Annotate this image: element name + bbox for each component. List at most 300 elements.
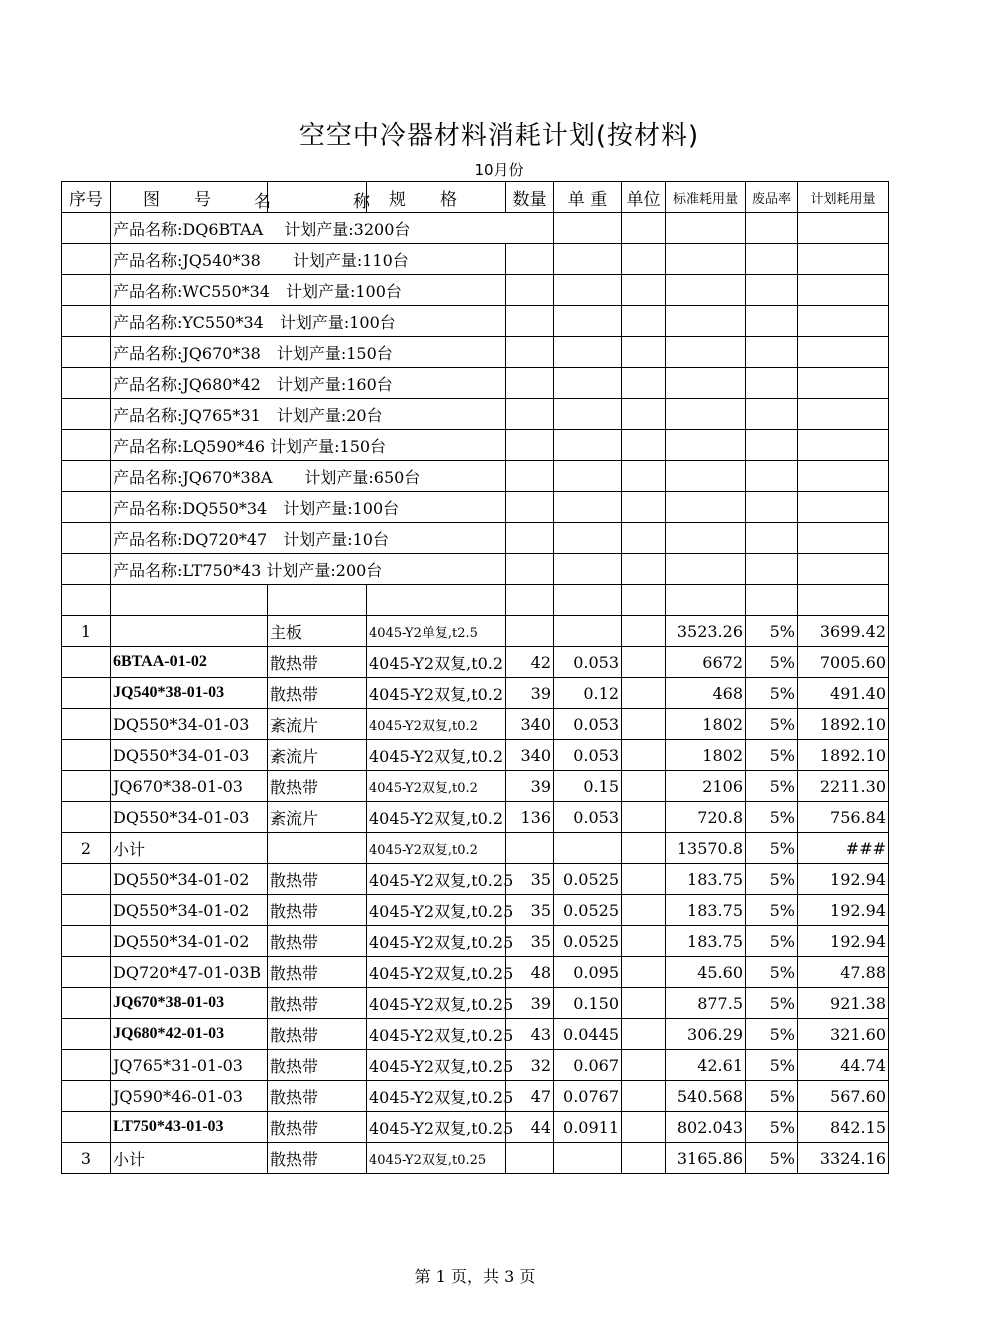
row-drawing: JQ670*38-01-03 [111,771,268,802]
empty-cell [506,275,554,306]
row-plan-usage: 1892.10 [798,709,889,740]
row-seq [62,1112,111,1143]
row-seq [62,740,111,771]
empty-cell [798,585,889,616]
row-std-usage: 802.043 [666,1112,746,1143]
empty-cell [506,244,554,275]
empty-cell [666,368,746,399]
row-qty: 39 [506,771,554,802]
table-row [62,1143,889,1174]
row-spec: 4045-Y2双复,t0.25 [367,926,506,957]
row-std-usage: 183.75 [666,926,746,957]
row-qty: 48 [506,957,554,988]
row-drawing: DQ550*34-01-03 [111,802,268,833]
row-unit-weight: 0.0525 [554,926,622,957]
row-scrap-rate: 5% [746,616,798,647]
row-unit [622,616,666,647]
row-drawing: JQ765*31-01-03 [111,1050,268,1081]
row-spec: 4045-Y2双复,t0.25 [367,1112,506,1143]
row-scrap-rate: 5% [746,1143,798,1174]
row-seq [62,1050,111,1081]
header-drawing [111,182,271,213]
row-unit [622,1081,666,1112]
empty-cell [622,523,666,554]
seq-cell [62,461,111,492]
row-scrap-rate: 5% [746,709,798,740]
row-plan-usage: 842.15 [798,1112,889,1143]
row-unit-weight: 0.053 [554,647,622,678]
row-unit-weight: 0.095 [554,957,622,988]
row-seq [62,647,111,678]
row-qty: 47 [506,1081,554,1112]
row-std-usage: 3523.26 [666,616,746,647]
row-std-usage: 3165.86 [666,1143,746,1174]
row-spec: 4045-Y2双复,t0.25 [367,1050,506,1081]
empty-cell [554,306,622,337]
empty-cell [798,213,889,244]
row-seq [62,678,111,709]
seq-cell [62,430,111,461]
row-scrap-rate: 5% [746,771,798,802]
row-spec: 4045-Y2单复,t2.5 [367,616,506,647]
row-scrap-rate: 5% [746,1112,798,1143]
row-plan-usage: 44.74 [798,1050,889,1081]
row-plan-usage: 321.60 [798,1019,889,1050]
row-unit [622,926,666,957]
empty-cell [746,461,798,492]
row-seq: 3 [62,1143,111,1174]
empty-cell [798,244,889,275]
header-unit: 单位 [622,182,666,213]
row-qty [506,1143,554,1174]
row-drawing: DQ550*34-01-02 [111,895,268,926]
table-row [62,678,889,709]
row-qty: 39 [506,678,554,709]
row-seq: 1 [62,616,111,647]
row-unit [622,1019,666,1050]
seq-cell [62,399,111,430]
row-qty: 44 [506,1112,554,1143]
empty-cell [666,399,746,430]
empty-cell [506,554,554,585]
empty-cell [746,213,798,244]
row-name [268,833,367,864]
product-info: 产品名称:JQ670*38 计划产量:150台 [111,337,506,368]
empty-cell [666,492,746,523]
row-unit [622,678,666,709]
row-name: 散热带 [268,1050,367,1081]
empty-cell [622,461,666,492]
empty-cell [506,306,554,337]
product-info: 产品名称:JQ680*42 计划产量:160台 [111,368,506,399]
row-std-usage: 42.61 [666,1050,746,1081]
empty-cell [798,492,889,523]
empty-cell [506,368,554,399]
row-scrap-rate: 5% [746,647,798,678]
row-name: 散热带 [268,895,367,926]
row-spec: 4045-Y2双复,t0.25 [367,1081,506,1112]
empty-cell [554,461,622,492]
row-scrap-rate: 5% [746,926,798,957]
table-row [62,616,889,647]
product-row [62,213,889,244]
row-name: 紊流片 [268,802,367,833]
row-std-usage: 183.75 [666,895,746,926]
seq-cell [62,554,111,585]
empty-cell [798,461,889,492]
row-seq [62,957,111,988]
table-row [62,864,889,895]
empty-cell [506,337,554,368]
empty-cell [506,399,554,430]
row-name: 散热带 [268,926,367,957]
product-info: 产品名称:LT750*43 计划产量:200台 [111,554,506,585]
row-drawing: DQ550*34-01-02 [111,864,268,895]
row-scrap-rate: 5% [746,864,798,895]
product-info: 产品名称:JQ540*38 计划产量:110台 [111,244,506,275]
seq-cell [62,306,111,337]
empty-cell [506,461,554,492]
row-unit-weight [554,1143,622,1174]
empty-cell [554,554,622,585]
row-spec: 4045-Y2双复,t0.2 [367,647,506,678]
row-std-usage: 1802 [666,709,746,740]
row-drawing: JQ670*38-01-03 [111,988,268,1019]
row-plan-usage: 756.84 [798,802,889,833]
product-row [62,244,889,275]
header-std-usage: 标准耗用量 [666,182,746,213]
row-name: 散热带 [268,678,367,709]
row-name: 主板 [268,616,367,647]
row-std-usage: 45.60 [666,957,746,988]
row-drawing [111,616,268,647]
seq-cell [62,523,111,554]
table-row [62,709,889,740]
row-name: 散热带 [268,1019,367,1050]
seq-cell [62,368,111,399]
row-unit-weight: 0.053 [554,740,622,771]
empty-cell [554,244,622,275]
table-row [62,988,889,1019]
table-row [62,1019,889,1050]
row-plan-usage: 1892.10 [798,740,889,771]
row-unit [622,740,666,771]
row-drawing: JQ590*46-01-03 [111,1081,268,1112]
product-row [62,368,889,399]
header-seq: 序号 [62,182,111,213]
table-row [62,802,889,833]
document-title: 空空中冷器材料消耗计划(按材料) [298,121,700,151]
table-row [62,895,889,926]
empty-cell [666,306,746,337]
row-unit-weight: 0.0767 [554,1081,622,1112]
table-row [62,647,889,678]
row-scrap-rate: 5% [746,802,798,833]
row-std-usage: 13570.8 [666,833,746,864]
header-plan-usage: 计划耗用量 [798,182,889,213]
header-drawing-label: 图 号 [143,189,211,210]
product-info: 产品名称:WC550*34 计划产量:100台 [111,275,506,306]
row-plan-usage: 491.40 [798,678,889,709]
row-qty: 136 [506,802,554,833]
empty-cell [554,523,622,554]
row-unit [622,864,666,895]
row-std-usage: 720.8 [666,802,746,833]
page-footer: 第 1 页，共 3 页 [414,1267,536,1286]
row-drawing: LT750*43-01-03 [111,1112,268,1143]
header-name-a: 名 [254,192,271,212]
empty-cell [798,523,889,554]
empty-cell [554,585,622,616]
row-qty: 35 [506,926,554,957]
row-qty: 340 [506,740,554,771]
row-qty: 35 [506,895,554,926]
empty-cell [367,585,506,616]
empty-cell [622,275,666,306]
table-row [62,957,889,988]
row-name: 散热带 [268,771,367,802]
row-scrap-rate: 5% [746,1081,798,1112]
header-spec: 规 格 [367,182,506,213]
empty-cell [506,523,554,554]
row-unit-weight: 0.0525 [554,895,622,926]
table-row [62,771,889,802]
row-unit [622,1143,666,1174]
header-name-b: 称 [353,192,370,212]
product-row [62,337,889,368]
empty-cell [746,368,798,399]
row-seq [62,771,111,802]
row-seq: 2 [62,833,111,864]
product-row [62,523,889,554]
empty-cell [506,585,554,616]
product-row [62,275,889,306]
row-seq [62,802,111,833]
row-unit [622,1112,666,1143]
row-qty: 32 [506,1050,554,1081]
row-unit-weight: 0.0911 [554,1112,622,1143]
empty-cell [746,399,798,430]
product-row [62,461,889,492]
product-info: 产品名称:JQ765*31 计划产量:20台 [111,399,506,430]
row-unit [622,988,666,1019]
table-row [62,1081,889,1112]
row-scrap-rate: 5% [746,957,798,988]
row-spec: 4045-Y2双复,t0.2 [367,833,506,864]
product-row [62,430,889,461]
empty-cell [666,275,746,306]
empty-cell [666,523,746,554]
row-unit [622,709,666,740]
row-unit [622,1050,666,1081]
row-unit-weight: 0.150 [554,988,622,1019]
row-seq [62,864,111,895]
empty-cell [622,368,666,399]
seq-cell [62,337,111,368]
row-std-usage: 1802 [666,740,746,771]
row-unit-weight: 0.053 [554,709,622,740]
empty-cell [666,244,746,275]
row-std-usage: 306.29 [666,1019,746,1050]
row-seq [62,1081,111,1112]
row-scrap-rate: 5% [746,740,798,771]
row-qty: 43 [506,1019,554,1050]
empty-cell [622,585,666,616]
row-std-usage: 6672 [666,647,746,678]
row-unit-weight: 0.0525 [554,864,622,895]
row-plan-usage: 192.94 [798,895,889,926]
row-name: 散热带 [268,647,367,678]
row-scrap-rate: 5% [746,678,798,709]
row-plan-usage: 2211.30 [798,771,889,802]
product-info: 产品名称:DQ720*47 计划产量:10台 [111,523,506,554]
row-unit-weight: 0.15 [554,771,622,802]
empty-cell [798,368,889,399]
empty-cell [798,337,889,368]
row-spec: 4045-Y2双复,t0.2 [367,709,506,740]
product-info: 产品名称:YC550*34 计划产量:100台 [111,306,506,337]
row-scrap-rate: 5% [746,1019,798,1050]
row-scrap-rate: 5% [746,988,798,1019]
row-std-usage: 877.5 [666,988,746,1019]
row-std-usage: 183.75 [666,864,746,895]
empty-cell [798,554,889,585]
empty-cell [666,585,746,616]
row-scrap-rate: 5% [746,1050,798,1081]
row-spec: 4045-Y2双复,t0.25 [367,864,506,895]
row-qty [506,833,554,864]
table-row [62,1050,889,1081]
row-unit-weight: 0.053 [554,802,622,833]
row-unit [622,895,666,926]
document-subtitle: 10月份 [474,161,524,179]
row-qty: 42 [506,647,554,678]
empty-cell [62,585,111,616]
empty-cell [746,523,798,554]
row-unit [622,957,666,988]
row-name: 散热带 [268,1143,367,1174]
row-drawing: 6BTAA-01-02 [111,647,268,678]
row-scrap-rate: 5% [746,895,798,926]
header-row [62,182,889,213]
row-unit-weight [554,616,622,647]
empty-cell [268,585,367,616]
row-unit-weight: 0.0445 [554,1019,622,1050]
row-spec: 4045-Y2双复,t0.25 [367,957,506,988]
empty-cell [622,492,666,523]
product-info: 产品名称:LQ590*46 计划产量:150台 [111,430,506,461]
seq-cell [62,244,111,275]
row-plan-usage: ### [798,833,889,864]
header-unit-weight: 单 重 [554,182,622,213]
row-scrap-rate: 5% [746,833,798,864]
row-unit [622,833,666,864]
empty-cell [666,554,746,585]
empty-cell [554,368,622,399]
seq-cell [62,213,111,244]
product-info: 产品名称:DQ550*34 计划产量:100台 [111,492,506,523]
row-seq [62,988,111,1019]
row-plan-usage: 3699.42 [798,616,889,647]
empty-cell [622,306,666,337]
empty-cell [622,337,666,368]
row-spec: 4045-Y2双复,t0.25 [367,988,506,1019]
row-spec: 4045-Y2双复,t0.2 [367,802,506,833]
empty-cell [666,461,746,492]
empty-cell [798,399,889,430]
empty-cell [746,554,798,585]
empty-cell [554,275,622,306]
row-name: 紊流片 [268,740,367,771]
row-drawing: DQ550*34-01-02 [111,926,268,957]
empty-cell [746,244,798,275]
product-info: 产品名称:DQ6BTAA 计划产量:3200台 [111,213,554,244]
header-qty: 数量 [506,182,554,213]
header-scrap-rate: 废品率 [746,182,798,213]
row-name: 散热带 [268,864,367,895]
row-std-usage: 2106 [666,771,746,802]
row-plan-usage: 567.60 [798,1081,889,1112]
row-unit [622,771,666,802]
empty-cell [554,492,622,523]
row-spec: 4045-Y2双复,t0.2 [367,771,506,802]
row-unit [622,802,666,833]
row-unit-weight [554,833,622,864]
row-spec: 4045-Y2双复,t0.25 [367,1143,506,1174]
product-row [62,492,889,523]
product-info: 产品名称:JQ670*38A 计划产量:650台 [111,461,506,492]
table-row [62,833,889,864]
empty-cell [554,337,622,368]
seq-cell [62,275,111,306]
row-spec: 4045-Y2双复,t0.2 [367,740,506,771]
empty-cell [666,430,746,461]
row-unit [622,647,666,678]
empty-cell [666,213,746,244]
empty-cell [554,430,622,461]
product-row [62,306,889,337]
row-unit-weight: 0.067 [554,1050,622,1081]
row-plan-usage: 192.94 [798,864,889,895]
row-plan-usage: 47.88 [798,957,889,988]
header-name [268,182,370,213]
empty-cell [746,430,798,461]
row-seq [62,895,111,926]
row-unit-weight: 0.12 [554,678,622,709]
empty-cell [506,430,554,461]
empty-cell [506,492,554,523]
row-spec: 4045-Y2双复,t0.2 [367,678,506,709]
row-seq [62,1019,111,1050]
row-std-usage: 468 [666,678,746,709]
empty-cell [622,399,666,430]
empty-cell [622,430,666,461]
row-drawing: DQ720*47-01-03B [111,957,268,988]
row-plan-usage: 192.94 [798,926,889,957]
empty-cell [746,585,798,616]
table-row [62,740,889,771]
row-seq [62,709,111,740]
row-qty [506,616,554,647]
row-qty: 340 [506,709,554,740]
row-plan-usage: 7005.60 [798,647,889,678]
row-drawing: 小计 [111,833,268,864]
row-spec: 4045-Y2双复,t0.25 [367,1019,506,1050]
row-spec: 4045-Y2双复,t0.25 [367,895,506,926]
empty-cell [746,306,798,337]
product-row [62,554,889,585]
table-row [62,926,889,957]
